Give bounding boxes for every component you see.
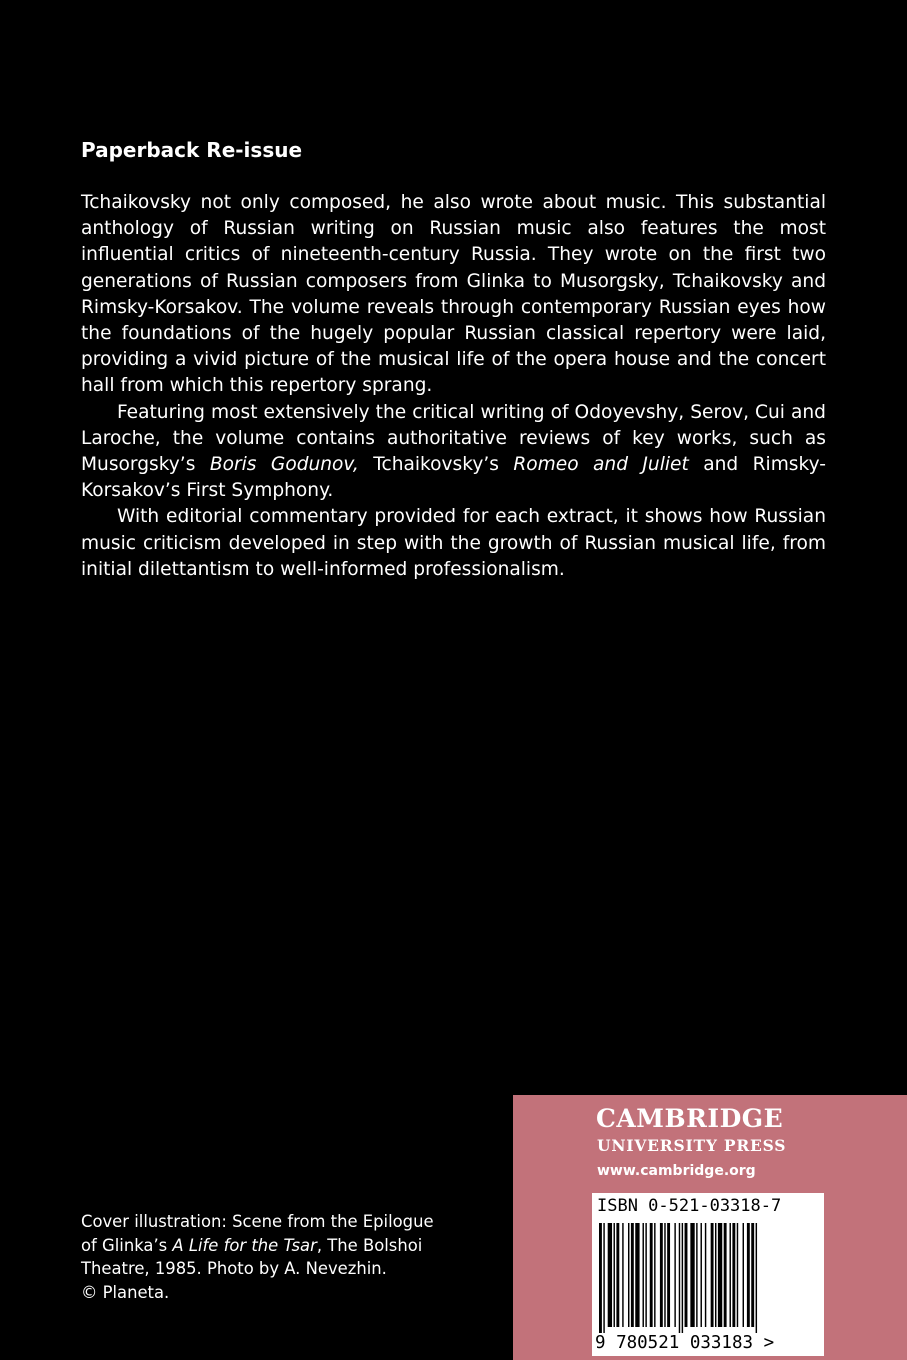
barcode-bar <box>599 1223 602 1333</box>
description-paragraph-2 <box>81 400 826 505</box>
cover-illustration-credit <box>81 1210 461 1304</box>
paragraph-2-text-b: Tchaikovsky’s <box>358 454 514 476</box>
barcode-bar <box>622 1223 623 1327</box>
barcode-bar <box>643 1223 644 1327</box>
paragraph-2-text-a: Featuring most extensively the critical writing of Odoyevshy, Serov, Cui and Laroche, the volume contains authoritative reviews of key works, such as Musorgsky’s <box>81 401 826 476</box>
credit-line-2 <box>81 1234 461 1258</box>
barcode-bar <box>631 1223 634 1327</box>
paragraph-2-text-c: and Rimsky-Korsakov’s First Symphony. <box>81 454 826 502</box>
barcode-bar <box>667 1223 670 1327</box>
barcode-bar <box>614 1223 615 1327</box>
credit-line-1: Cover illustration: Scene from the Epilogue <box>81 1212 434 1231</box>
barcode-digits: 9 780521 033183 > <box>595 1333 775 1353</box>
barcode-bar <box>679 1223 680 1333</box>
barcode-bar <box>690 1223 694 1327</box>
barcode-bar <box>743 1223 744 1327</box>
section-heading: Paperback Re-issue <box>81 138 303 162</box>
description-paragraph-1: Tchaikovsky not only composed, he also wrote about music. This substantial anthology of Russian writing on Russian music also features the most influential critics of nineteenth-century Russia. They wrote on the first two generations of Russian composers from Glinka to Musorgsky, Tchaikovsky and Rimsky-Korsakov. The volume reveals through contemporary Russian eyes how the foundations of the hugely popular Russian classical repertory were laid, providing a vivid picture of the musical life of the opera house and the concert hall from which this repertory sprang. <box>81 192 826 397</box>
credit-line-4: © Planeta. <box>81 1282 170 1302</box>
barcode-bar <box>718 1223 722 1327</box>
barcode-bar <box>715 1223 716 1327</box>
book-description <box>81 190 826 583</box>
barcode-bar <box>732 1223 735 1327</box>
barcode-bar <box>635 1223 639 1327</box>
credit-line-2-suffix: , The Bolshoi <box>316 1235 423 1255</box>
publisher-logo-name: CAMBRIDGE <box>596 1104 784 1133</box>
work-title-romeo-and-juliet: Romeo and Juliet <box>513 454 689 476</box>
barcode-bar <box>730 1223 731 1327</box>
publisher-panel <box>513 1095 907 1360</box>
work-title-boris-godunov: Boris Godunov, <box>209 454 359 476</box>
barcode-bar <box>616 1223 619 1327</box>
barcode-bar <box>737 1223 738 1327</box>
opera-title: A Life for the Tsar <box>172 1235 317 1255</box>
barcode-bars-icon <box>597 1223 819 1333</box>
barcode-bar <box>654 1223 655 1327</box>
barcode-bar <box>724 1223 727 1327</box>
barcode-bar <box>603 1223 604 1333</box>
credit-line-3: Theatre, 1985. Photo by A. Nevezhin. <box>81 1259 387 1279</box>
barcode-bar <box>711 1223 714 1327</box>
barcode-bar <box>682 1223 683 1333</box>
barcode-bar <box>751 1223 754 1327</box>
credit-line-2-prefix: of Glinka’s <box>81 1235 173 1255</box>
barcode-bar <box>664 1223 665 1327</box>
description-paragraph-3: With editorial commentary provided for each extract, it shows how Russian music criticism developed in step with the growth of Russian musical life, from initial dilettantism to well-informed professionalism. <box>81 506 826 580</box>
barcode-bar <box>756 1223 757 1333</box>
barcode-bar <box>650 1223 653 1327</box>
isbn-barcode <box>592 1193 824 1356</box>
isbn-label: ISBN 0-521-03318-7 <box>597 1196 782 1216</box>
barcode-bar <box>701 1223 702 1327</box>
publisher-website: www.cambridge.org <box>597 1163 756 1179</box>
barcode-bar <box>645 1223 646 1327</box>
barcode-bar <box>628 1223 629 1327</box>
barcode-bar <box>747 1223 750 1327</box>
barcode-bar <box>685 1223 688 1327</box>
barcode-bar <box>660 1223 663 1327</box>
barcode-bar <box>674 1223 675 1327</box>
barcode-bar <box>608 1223 612 1327</box>
publisher-logo-subtitle: UNIVERSITY PRESS <box>597 1136 787 1155</box>
barcode-bar <box>696 1223 697 1327</box>
barcode-bar <box>705 1223 706 1327</box>
